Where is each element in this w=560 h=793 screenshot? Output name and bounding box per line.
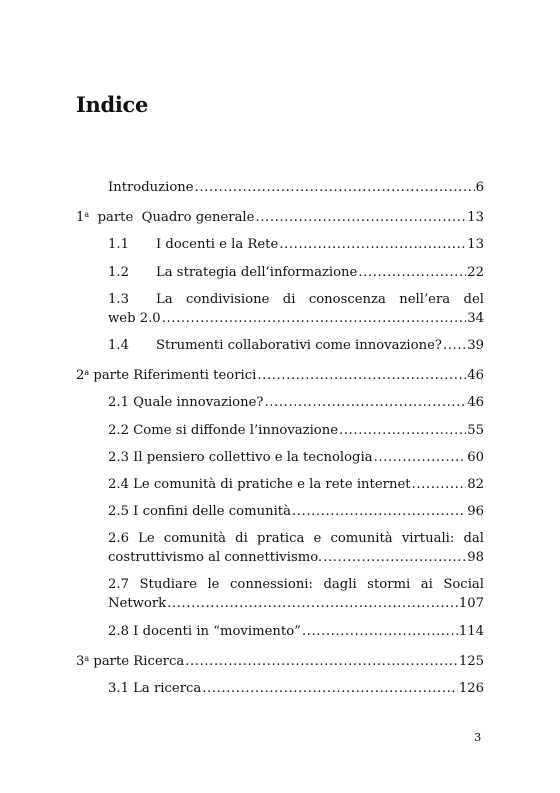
toc-page-number: 6 — [475, 180, 484, 195]
toc-entry-label: 3.1 La ricerca — [108, 681, 202, 696]
toc-entry-2-5[interactable] — [76, 502, 484, 521]
toc-entry-2-1[interactable] — [76, 393, 484, 412]
toc-entry-label: 2.5 I confini delle comunità — [108, 504, 291, 520]
toc-entry-2-8[interactable] — [76, 622, 484, 641]
toc-page-number: 34 — [467, 310, 484, 326]
toc-page-number: 114 — [458, 623, 484, 639]
toc-entry-number: 1.4 — [108, 337, 129, 353]
toc-entry-label: La strategia dell’informazione — [156, 264, 358, 280]
toc-page-number: 126 — [458, 681, 484, 696]
toc-part-heading: 1$^a$ parte Quadro generale — [76, 210, 255, 226]
toc-entry-number: 1.1 — [108, 237, 129, 253]
toc-entry-label: 2.8 I docenti in “movimento” — [108, 623, 301, 639]
toc-page-number: 55 — [467, 422, 484, 438]
toc-entry-label-line1: 2.6 Le comunità di pratica e comunità virtuali: dal — [108, 531, 484, 547]
toc-page-number: 125 — [458, 653, 484, 669]
toc-entry-1-1[interactable] — [76, 235, 484, 254]
toc-entry-number: 1.3 — [108, 291, 129, 307]
leader-dots — [185, 652, 458, 671]
page-number: 3 — [474, 730, 482, 744]
toc-entry-label: 2.4 Le comunità di pratiche e la rete internet — [108, 476, 411, 492]
toc-entry-2-2[interactable] — [76, 421, 484, 440]
toc-page-number: 107 — [458, 596, 484, 612]
toc-page-number: 46 — [467, 368, 484, 384]
toc-entry-label-line1: La condivisione di conoscenza nell’era del — [156, 291, 484, 307]
toc-page-number: 39 — [467, 337, 484, 353]
toc-entry-2-3[interactable] — [76, 448, 484, 467]
toc-part-2[interactable] — [76, 363, 484, 385]
toc-entry-2-4[interactable] — [76, 475, 484, 494]
leader-dots — [443, 336, 466, 355]
toc-part-1[interactable] — [76, 205, 484, 227]
leader-dots — [279, 235, 466, 254]
toc-entry-label: 2.1 Quale innovazione? — [108, 395, 264, 411]
toc-part-heading: 2$^a$ parte Riferimenti teorici — [76, 368, 257, 384]
toc-entry-1-2[interactable] — [76, 263, 484, 282]
toc-entry-label-line2: Network — [108, 596, 167, 612]
leader-dots — [255, 208, 466, 227]
toc-entry-number: 1.2 — [108, 264, 129, 280]
toc-entry-label: 2.3 Il pensiero collettivo e la tecnologia — [108, 449, 373, 465]
toc-entry-introduzione[interactable] — [76, 178, 484, 197]
table-of-contents — [76, 178, 484, 706]
toc-part-3[interactable] — [76, 649, 484, 671]
toc-page-number: 22 — [467, 264, 484, 280]
leader-dots — [302, 622, 458, 641]
toc-entry-label-line2: costruttivismo al connettivismo. — [108, 550, 323, 566]
toc-page-number: 13 — [467, 237, 484, 253]
toc-page-number: 98 — [467, 550, 484, 566]
toc-page-number: 82 — [467, 476, 484, 492]
toc-entry-2-6[interactable] — [76, 529, 484, 567]
leader-dots — [264, 393, 466, 412]
toc-entry-label: 2.2 Come si diffonde l’innovazione — [108, 422, 339, 438]
toc-entry-2-7[interactable] — [76, 575, 484, 613]
toc-entry-label: Strumenti collaborativi come innovazione? — [156, 337, 442, 353]
leader-dots — [323, 548, 466, 567]
leader-dots — [195, 178, 475, 197]
toc-entry-label-line1: 2.7 Studiare le connessioni: dagli stormi ai Social — [108, 577, 484, 593]
leader-dots — [358, 263, 466, 282]
toc-part-heading: 3$^a$ parte Ricerca — [76, 653, 185, 669]
leader-dots — [292, 502, 466, 521]
leader-dots — [202, 679, 458, 698]
toc-entry-label-line2: web 2.0 — [108, 310, 161, 326]
toc-entry-1-4[interactable] — [76, 336, 484, 355]
leader-dots — [339, 421, 466, 440]
leader-dots — [167, 594, 458, 613]
toc-page-number: 96 — [467, 504, 484, 520]
toc-page-number: 60 — [467, 449, 484, 465]
leader-dots — [162, 309, 467, 328]
toc-entry-label: I docenti e la Rete — [156, 237, 279, 253]
toc-entry-1-3[interactable] — [76, 290, 484, 328]
toc-entry-label: Introduzione — [108, 180, 194, 195]
leader-dots — [257, 366, 466, 385]
toc-page-number: 13 — [467, 210, 484, 226]
leader-dots — [374, 448, 467, 467]
page-title: Indice — [76, 92, 149, 117]
toc-entry-3-1[interactable] — [76, 679, 484, 698]
toc-page-number: 46 — [467, 395, 484, 411]
leader-dots — [412, 475, 467, 494]
